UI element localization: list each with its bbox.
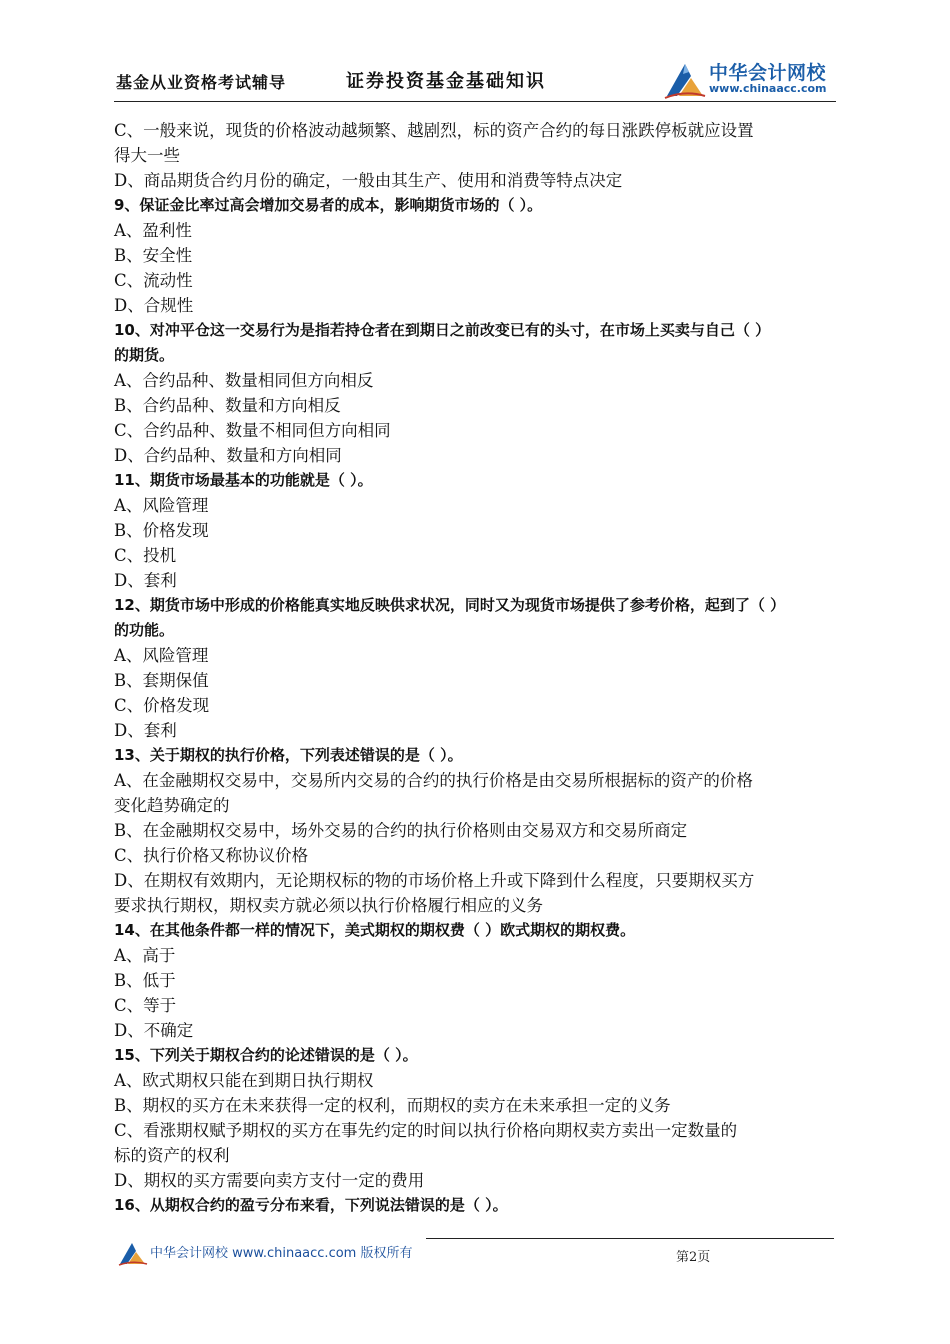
footer-divider [426, 1238, 834, 1239]
question-stem: 的功能。 [114, 621, 175, 639]
answer-option: 要求执行期权，期权卖方就必须以执行价格履行相应的义务 [114, 896, 543, 915]
answer-option: D、期权的买方需要向卖方支付一定的费用 [114, 1171, 425, 1190]
question-stem: 11、期货市场最基本的功能就是（ ）。 [114, 471, 373, 489]
answer-option: A、合约品种、数量相同但方向相反 [114, 371, 374, 390]
chinaacc-logo[interactable] [663, 58, 838, 100]
footer-copyright: 中华会计网校 www.chinaacc.com 版权所有 [150, 1246, 413, 1261]
answer-option: B、期权的买方在未来获得一定的权利，而期权的卖方在未来承担一定的义务 [114, 1096, 671, 1115]
answer-option: A、风险管理 [114, 496, 209, 515]
subject-title: 证券投资基金基础知识 [346, 71, 546, 92]
answer-option: A、欧式期权只能在到期日执行期权 [114, 1071, 374, 1090]
footer-logo-icon [118, 1240, 148, 1266]
question-stem: 12、期货市场中形成的价格能真实地反映供求状况，同时又为现货市场提供了参考价格，起到了（ ） [114, 596, 786, 614]
answer-option: 得大一些 [114, 146, 180, 165]
answer-option: 标的资产的权利 [114, 1146, 230, 1165]
answer-option: D、合约品种、数量和方向相同 [114, 446, 342, 465]
answer-option: B、价格发现 [114, 521, 209, 540]
answer-option: B、在金融期权交易中，场外交易的合约的执行价格则由交易双方和交易所商定 [114, 821, 688, 840]
page-number: 第2页 [676, 1250, 711, 1265]
answer-option: B、合约品种、数量和方向相反 [114, 396, 341, 415]
answer-option: A、在金融期权交易中，交易所内交易的合约的执行价格是由交易所根据标的资产的价格 [114, 771, 753, 790]
exam-title: 基金从业资格考试辅导 [116, 73, 287, 92]
answer-option: D、在期权有效期内，无论期权标的物的市场价格上升或下降到什么程度，只要期权买方 [114, 871, 755, 890]
question-stem: 的期货。 [114, 346, 175, 364]
logo-emblem-icon [663, 60, 707, 100]
answer-option: D、合规性 [114, 296, 194, 315]
answer-option: B、套期保值 [114, 671, 209, 690]
answer-option: D、套利 [114, 721, 177, 740]
answer-option: C、看涨期权赋予期权的买方在事先约定的时间以执行价格向期权卖方卖出一定数量的 [114, 1121, 738, 1140]
question-stem: 13、关于期权的执行价格，下列表述错误的是（ ）。 [114, 746, 463, 764]
question-stem: 14、在其他条件都一样的情况下，美式期权的期权费（ ）欧式期权的期权费。 [114, 921, 636, 939]
answer-option: C、执行价格又称协议价格 [114, 846, 309, 865]
answer-option: C、等于 [114, 996, 177, 1015]
logo-url: www.chinaacc.com [709, 82, 827, 95]
answer-option: C、合约品种、数量不相同但方向相同 [114, 421, 391, 440]
question-stem: 16、从期权合约的盈亏分布来看，下列说法错误的是（ ）。 [114, 1196, 508, 1214]
answer-option: C、投机 [114, 546, 177, 565]
question-content [114, 118, 838, 1218]
header-divider [114, 101, 836, 102]
question-stem: 9、保证金比率过高会增加交易者的成本，影响期货市场的（ ）。 [114, 196, 543, 214]
answer-option: C、一般来说，现货的价格波动越频繁、越剧烈，标的资产合约的每日涨跌停板就应设置 [114, 121, 754, 140]
question-stem: 10、对冲平仓这一交易行为是指若持仓者在到期日之前改变已有的头寸，在市场上买卖与自己（ ） [114, 321, 771, 339]
answer-option: 变化趋势确定的 [114, 796, 230, 815]
answer-option: D、商品期货合约月份的确定，一般由其生产、使用和消费等特点决定 [114, 171, 623, 190]
answer-option: D、套利 [114, 571, 177, 590]
answer-option: B、低于 [114, 971, 176, 990]
page-header [114, 58, 836, 102]
logo-name: 中华会计网校 [709, 62, 827, 84]
answer-option: C、价格发现 [114, 696, 210, 715]
answer-option: A、风险管理 [114, 646, 209, 665]
answer-option: D、不确定 [114, 1021, 194, 1040]
question-stem: 15、下列关于期权合约的论述错误的是（ ）。 [114, 1046, 418, 1064]
answer-option: A、盈利性 [114, 221, 192, 240]
answer-option: C、流动性 [114, 271, 193, 290]
answer-option: A、高于 [114, 946, 176, 965]
page-footer [114, 1236, 836, 1266]
answer-option: B、安全性 [114, 246, 193, 265]
